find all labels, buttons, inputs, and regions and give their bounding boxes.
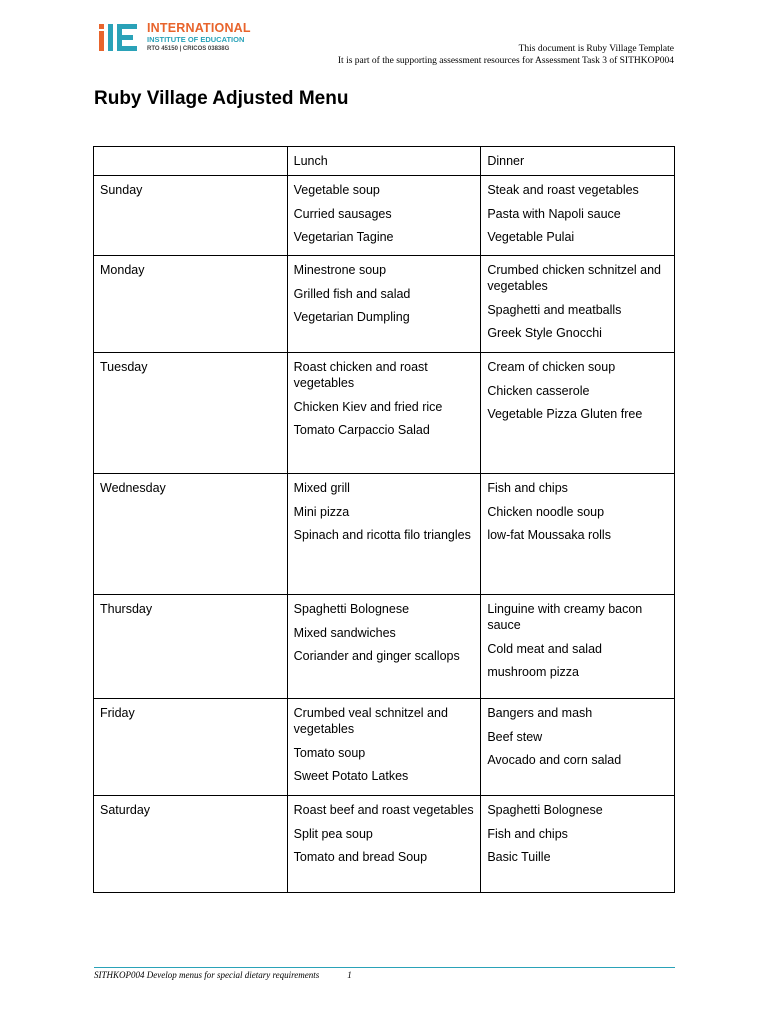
dinner-item: Fish and chips: [487, 481, 568, 495]
lunch-item: Grilled fish and salad: [293, 286, 411, 301]
dinner-item: low-fat Moussaka rolls: [487, 528, 611, 542]
dinner-item: Basic Tuille: [487, 850, 551, 864]
day-cell: Friday: [94, 699, 288, 796]
day-cell: Wednesday: [94, 474, 288, 595]
lunch-item: Mixed grill: [293, 481, 350, 495]
day-cell: Monday: [94, 256, 288, 353]
dinner-item: Beef stew: [487, 729, 543, 744]
day-cell: Tuesday: [94, 353, 288, 474]
dinner-item: Vegetable Pizza Gluten free: [487, 407, 643, 421]
lunch-item: Mini pizza: [293, 504, 350, 519]
dinner-item: Chicken casserole: [487, 383, 590, 398]
dinner-item: Crumbed chicken schnitzel and vegetables: [487, 263, 662, 293]
dinner-item: Bangers and mash: [487, 706, 593, 720]
dinner-cell: [481, 595, 675, 699]
dinner-cell: [481, 474, 675, 595]
dinner-cell: [481, 699, 675, 796]
lunch-cell: [287, 256, 481, 353]
lunch-item: Split pea soup: [293, 826, 373, 841]
lunch-cell: [287, 796, 481, 893]
dinner-item: Spaghetti and meatballs: [487, 302, 622, 317]
dinner-item: Pasta with Napoli sauce: [487, 206, 621, 221]
dinner-cell: [481, 796, 675, 893]
column-header-dinner: Dinner: [481, 147, 675, 176]
header-line-1: This document is Ruby Village Template: [518, 44, 674, 54]
day-cell: Saturday: [94, 796, 288, 893]
table-row: [94, 353, 675, 474]
page-title: Ruby Village Adjusted Menu: [94, 88, 349, 109]
dinner-cell: [481, 353, 675, 474]
dinner-item: Avocado and corn salad: [487, 753, 622, 767]
menu-table-body: [94, 176, 675, 893]
day-cell: Thursday: [94, 595, 288, 699]
day-cell: Sunday: [94, 176, 288, 256]
dinner-cell: [481, 176, 675, 256]
dinner-item: Greek Style Gnocchi: [487, 326, 602, 340]
lunch-item: Coriander and ginger scallops: [293, 649, 460, 663]
table-row: [94, 474, 675, 595]
lunch-item: Curried sausages: [293, 206, 392, 221]
lunch-item: Sweet Potato Latkes: [293, 769, 409, 783]
lunch-cell: [287, 353, 481, 474]
footer-text: SITHKOP004 Develop menus for special dietary requirements: [94, 970, 320, 980]
lunch-cell: [287, 595, 481, 699]
lunch-item: Chicken Kiev and fried rice: [293, 399, 443, 414]
dinner-item: Spaghetti Bolognese: [487, 803, 603, 817]
lunch-item: Spinach and ricotta filo triangles: [293, 528, 471, 542]
dinner-item: mushroom pizza: [487, 665, 580, 679]
table-row: [94, 595, 675, 699]
lunch-item: Tomato soup: [293, 745, 366, 760]
dinner-item: Cream of chicken soup: [487, 360, 616, 374]
logo-line-1: INTERNATIONAL: [147, 21, 251, 35]
table-row: [94, 699, 675, 796]
lunch-cell: [287, 474, 481, 595]
dinner-item: Vegetable Pulai: [487, 230, 575, 244]
lunch-item: Vegetarian Dumpling: [293, 310, 410, 324]
logo-line-2: INSTITUTE OF EDUCATION: [147, 35, 245, 44]
dinner-item: Fish and chips: [487, 826, 568, 841]
dinner-cell: [481, 256, 675, 353]
table-row: [94, 176, 675, 256]
lunch-item: Vegetable soup: [293, 183, 380, 197]
document-header: [338, 43, 674, 67]
page-number: 1: [347, 970, 352, 980]
table-row: [94, 256, 675, 353]
dinner-item: Chicken noodle soup: [487, 504, 605, 519]
lunch-item: Minestrone soup: [293, 263, 387, 277]
table-row: [94, 796, 675, 893]
lunch-item: Tomato and bread Soup: [293, 850, 428, 864]
institute-logo: [98, 22, 258, 54]
lunch-item: Roast chicken and roast vegetables: [293, 360, 428, 390]
lunch-item: Mixed sandwiches: [293, 625, 396, 640]
dinner-item: Linguine with creamy bacon sauce: [487, 602, 643, 632]
dinner-item: Cold meat and salad: [487, 641, 602, 656]
table-header-row: [94, 147, 675, 176]
dinner-item: Steak and roast vegetables: [487, 183, 639, 197]
iie-logo-icon: [98, 22, 142, 52]
lunch-item: Crumbed veal schnitzel and vegetables: [293, 706, 448, 736]
lunch-item: Spaghetti Bolognese: [293, 602, 410, 616]
lunch-item: Vegetarian Tagine: [293, 230, 394, 244]
lunch-item: Roast beef and roast vegetables: [293, 803, 474, 817]
lunch-cell: [287, 176, 481, 256]
logo-text: [147, 22, 251, 53]
lunch-cell: [287, 699, 481, 796]
menu-table: [93, 146, 675, 893]
page-footer: [94, 967, 675, 980]
header-line-2: It is part of the supporting assessment resources for Assessment Task 3 of SITHKOP004: [337, 56, 674, 66]
column-header-lunch: Lunch: [287, 147, 481, 176]
column-header-day: [94, 147, 288, 176]
logo-line-3: RTO 45150 | CRICOS 03838G: [147, 46, 230, 52]
lunch-item: Tomato Carpaccio Salad: [293, 423, 430, 437]
